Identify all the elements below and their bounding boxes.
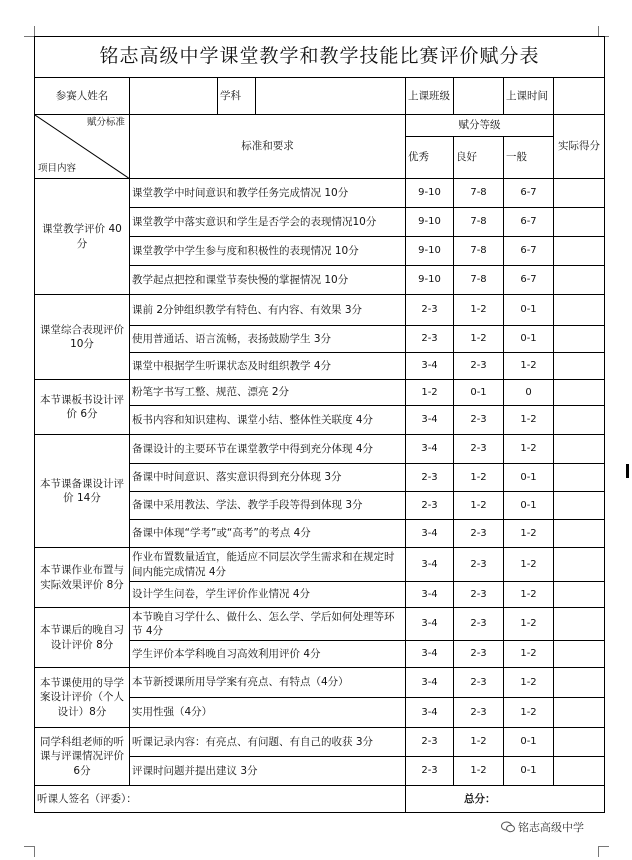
actual-score-field[interactable] — [554, 698, 605, 728]
actual-score-field[interactable] — [554, 757, 605, 786]
excellent-score: 3-4 — [406, 435, 454, 464]
criterion-text: 实用性强（4分） — [130, 698, 406, 728]
good-score: 1-2 — [454, 326, 504, 353]
average-score: 1-2 — [504, 435, 554, 464]
good-score: 2-3 — [454, 582, 504, 608]
total-label-text: 总分： — [464, 792, 496, 805]
total-score-label — [406, 786, 605, 813]
criterion-text: 评课时问题并提出建议 3分 — [130, 757, 406, 786]
category-cell: 本节课作业布置与实际效果评价 8分 — [35, 548, 130, 608]
actual-score-field[interactable] — [554, 326, 605, 353]
average-score: 0-1 — [504, 728, 554, 757]
good-score: 7-8 — [454, 179, 504, 208]
average-score: 0-1 — [504, 492, 554, 520]
excellent-score: 3-4 — [406, 698, 454, 728]
excellent-score: 3-4 — [406, 548, 454, 582]
average-score: 6-7 — [504, 237, 554, 266]
actual-score-field[interactable] — [554, 608, 605, 641]
average-header: 一般 — [504, 137, 554, 179]
good-score: 7-8 — [454, 208, 504, 237]
actual-score-field[interactable] — [554, 179, 605, 208]
criterion-text: 备课中采用教法、学法、教学手段等得到体现 3分 — [130, 492, 406, 520]
average-score: 6-7 — [504, 208, 554, 237]
actual-score-field[interactable] — [554, 668, 605, 698]
criterion-text: 备课中体现“学考”或“高考”的考点 4分 — [130, 520, 406, 548]
table-title: 铭志高级中学课堂教学和教学技能比赛评价赋分表 — [35, 37, 605, 78]
evaluation-table — [34, 36, 605, 813]
average-score: 1-2 — [504, 520, 554, 548]
average-score: 0-1 — [504, 757, 554, 786]
criterion-text: 教学起点把控和课堂节奏快慢的掌握情况 10分 — [130, 266, 406, 295]
grade-header: 赋分等级 — [406, 115, 554, 137]
good-score: 2-3 — [454, 548, 504, 582]
actual-score-field[interactable] — [554, 582, 605, 608]
good-score: 2-3 — [454, 668, 504, 698]
actual-score-field[interactable] — [554, 353, 605, 380]
actual-score-field[interactable] — [554, 520, 605, 548]
good-score: 2-3 — [454, 435, 504, 464]
criterion-text: 课堂中根据学生听课状态及时组织教学 4分 — [130, 353, 406, 380]
good-score: 2-3 — [454, 406, 504, 435]
criterion-text: 备课设计的主要环节在课堂教学中得到充分体现 4分 — [130, 435, 406, 464]
average-score: 6-7 — [504, 266, 554, 295]
excellent-score: 9-10 — [406, 237, 454, 266]
watermark — [498, 818, 587, 836]
good-score: 1-2 — [454, 728, 504, 757]
table-row — [35, 608, 605, 641]
category-cell: 同学科组老师的听课与评课情况评价 6分 — [35, 728, 130, 786]
diag-top-label: 赋分标准 — [86, 117, 125, 128]
excellent-score: 9-10 — [406, 266, 454, 295]
table-row — [35, 295, 605, 326]
good-score: 2-3 — [454, 641, 504, 668]
table-row — [35, 435, 605, 464]
average-score: 0-1 — [504, 326, 554, 353]
good-score: 7-8 — [454, 237, 504, 266]
page-corner-mark — [24, 846, 35, 857]
actual-score-field[interactable] — [554, 435, 605, 464]
good-score: 2-3 — [454, 520, 504, 548]
good-score: 2-3 — [454, 608, 504, 641]
edge-marker — [626, 464, 629, 478]
criterion-text: 课堂教学中学生参与度和积极性的表现情况 10分 — [130, 237, 406, 266]
good-score: 2-3 — [454, 698, 504, 728]
actual-score-field[interactable] — [554, 266, 605, 295]
excellent-score: 2-3 — [406, 326, 454, 353]
diag-bottom-label: 项目内容 — [38, 163, 77, 175]
watermark-text: 铭志高级中学 — [518, 821, 584, 834]
actual-score-field[interactable] — [554, 237, 605, 266]
average-score: 0 — [504, 380, 554, 406]
actual-score-field[interactable] — [554, 208, 605, 237]
criterion-text: 作业布置数量适宜，能适应不同层次学生需求和在规定时间内能完成情况 4分 — [130, 548, 406, 582]
category-cell: 本节课后的晚自习设计评价 8分 — [35, 608, 130, 668]
criterion-text: 课堂教学中时间意识和教学任务完成情况 10分 — [130, 179, 406, 208]
category-cell: 本节课板书设计评价 6分 — [35, 380, 130, 435]
good-header: 良好 — [454, 137, 504, 179]
excellent-score: 2-3 — [406, 295, 454, 326]
participant-name-label: 参赛人姓名 — [35, 78, 130, 115]
good-score: 1-2 — [454, 492, 504, 520]
good-score: 0-1 — [454, 380, 504, 406]
good-score: 2-3 — [454, 353, 504, 380]
actual-score-field[interactable] — [554, 548, 605, 582]
table-row — [35, 668, 605, 698]
criterion-text: 听课记录内容：有亮点、有问题、有自己的收获 3分 — [130, 728, 406, 757]
table-row — [35, 179, 605, 208]
excellent-header: 优秀 — [406, 137, 454, 179]
subject-label: 学科 — [218, 78, 256, 115]
average-score: 0-1 — [504, 464, 554, 492]
wechat-icon — [501, 821, 515, 833]
average-score: 6-7 — [504, 179, 554, 208]
criterion-text: 板书内容和知识建构、课堂小结、整体性关联度 4分 — [130, 406, 406, 435]
excellent-score: 1-2 — [406, 380, 454, 406]
average-score: 1-2 — [504, 353, 554, 380]
excellent-score: 3-4 — [406, 608, 454, 641]
participant-name-field[interactable] — [130, 78, 218, 115]
table-row — [35, 548, 605, 582]
excellent-score: 3-4 — [406, 406, 454, 435]
criterion-text: 课堂教学中落实意识和学生是否学会的表现情况10分 — [130, 208, 406, 237]
category-cell: 本节课备课设计评价 14分 — [35, 435, 130, 548]
class-label: 上课班级 — [406, 78, 454, 115]
actual-score-header: 实际得分 — [554, 115, 605, 179]
diagonal-header-cell — [35, 115, 130, 179]
average-score: 1-2 — [504, 641, 554, 668]
average-score: 1-2 — [504, 608, 554, 641]
good-score: 1-2 — [454, 295, 504, 326]
excellent-score: 3-4 — [406, 520, 454, 548]
time-label: 上课时间 — [504, 78, 554, 115]
good-score: 1-2 — [454, 464, 504, 492]
good-score: 7-8 — [454, 266, 504, 295]
excellent-score: 3-4 — [406, 641, 454, 668]
average-score: 1-2 — [504, 668, 554, 698]
excellent-score: 2-3 — [406, 464, 454, 492]
actual-score-field[interactable] — [554, 295, 605, 326]
actual-score-field[interactable] — [554, 380, 605, 406]
criterion-text: 学生评价本学科晚自习高效利用评价 4分 — [130, 641, 406, 668]
table-row — [35, 728, 605, 757]
table-row — [35, 380, 605, 406]
class-field[interactable] — [454, 78, 504, 115]
category-cell: 课堂综合表现评价 10分 — [35, 295, 130, 380]
average-score: 1-2 — [504, 582, 554, 608]
page-corner-mark — [598, 846, 609, 857]
excellent-score: 2-3 — [406, 757, 454, 786]
actual-score-field[interactable] — [554, 492, 605, 520]
average-score: 1-2 — [504, 406, 554, 435]
actual-score-field[interactable] — [554, 406, 605, 435]
excellent-score: 2-3 — [406, 728, 454, 757]
excellent-score: 2-3 — [406, 492, 454, 520]
average-score: 1-2 — [504, 548, 554, 582]
criterion-text: 使用普通话、语言流畅，表扬鼓励学生 3分 — [130, 326, 406, 353]
good-score: 1-2 — [454, 757, 504, 786]
criterion-text: 本节晚自习学什么、做什么、怎么学、学后如何处理等环节 4分 — [130, 608, 406, 641]
excellent-score: 9-10 — [406, 179, 454, 208]
category-cell: 本节课使用的导学案设计评价（个人设计）8分 — [35, 668, 130, 728]
criterion-text: 设计学生问卷，学生评价作业情况 4分 — [130, 582, 406, 608]
subject-field[interactable] — [256, 78, 406, 115]
criterion-text: 本节新授课所用导学案有亮点、有特点（4分） — [130, 668, 406, 698]
standard-header: 标准和要求 — [130, 115, 406, 179]
actual-score-field[interactable] — [554, 728, 605, 757]
actual-score-field[interactable] — [554, 464, 605, 492]
excellent-score: 9-10 — [406, 208, 454, 237]
criterion-text: 课前 2分钟组织教学有特色、有内容、有效果 3分 — [130, 295, 406, 326]
excellent-score: 3-4 — [406, 668, 454, 698]
signature-label: 听课人签名（评委）： — [35, 786, 406, 813]
category-cell: 课堂教学评价 40分 — [35, 179, 130, 295]
excellent-score: 3-4 — [406, 582, 454, 608]
time-field[interactable] — [554, 78, 605, 115]
excellent-score: 3-4 — [406, 353, 454, 380]
average-score: 0-1 — [504, 295, 554, 326]
criterion-text: 粉笔字书写工整、规范、漂亮 2分 — [130, 380, 406, 406]
criterion-text: 备课中时间意识、落实意识得到充分体现 3分 — [130, 464, 406, 492]
average-score: 1-2 — [504, 698, 554, 728]
actual-score-field[interactable] — [554, 641, 605, 668]
